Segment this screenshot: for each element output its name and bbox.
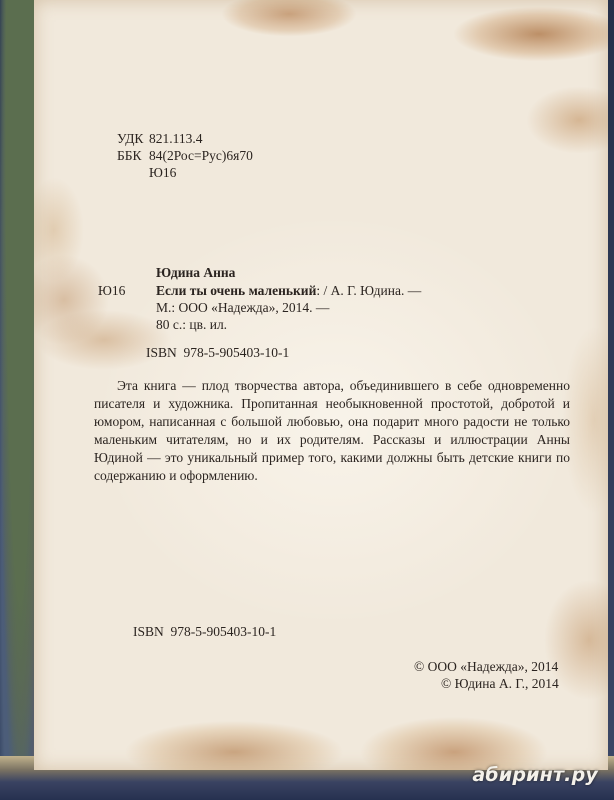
annotation-paragraph: Эта книга — плод творчества автора, объединившего в себе одновременно писателя и художника. Пропитанная необыкновенной простотой, добротой и юмором, написанная с большой любовью, она подарит много радости не только маленьким читателям, но и их родителям. Рассказы и иллюстрации Анны Юдиной — это уникальный пример того, какими должны быть детские книги по содержанию и оформлению.	[94, 378, 570, 483]
isbn-label: ISBN	[146, 345, 177, 360]
isbn-line-footer	[133, 625, 276, 639]
isbn-footer-value: 978-5-905403-10-1	[170, 624, 277, 639]
udk-label: УДК	[117, 131, 144, 146]
isbn-line-card	[146, 346, 289, 360]
isbn-value: 978-5-905403-10-1	[183, 345, 290, 360]
bbk-value: 84(2Рос=Рус)6я70	[149, 148, 253, 163]
copyright-publisher: © ООО «Надежда», 2014	[414, 659, 559, 674]
author-mark-top: Ю16	[149, 165, 177, 180]
extent-info: 80 с.: цв. ил.	[156, 317, 228, 332]
book-title-line	[156, 284, 421, 298]
responsibility: : / А. Г. Юдина. —	[316, 283, 422, 298]
udk-value: 821.113.4	[149, 131, 203, 146]
copyright-author: © Юдина А. Г., 2014	[441, 676, 559, 691]
author-mark-card: Ю16	[98, 283, 126, 298]
book-title: Если ты очень маленький	[156, 283, 317, 298]
isbn-footer-label: ISBN	[133, 624, 164, 639]
site-watermark: абиринт.ру	[472, 764, 598, 786]
copyright-page	[34, 0, 608, 770]
publication-info: М.: ООО «Надежда», 2014. —	[156, 300, 330, 315]
bbk-label: ББК	[117, 148, 142, 163]
author-name: Юдина Анна	[156, 265, 236, 280]
